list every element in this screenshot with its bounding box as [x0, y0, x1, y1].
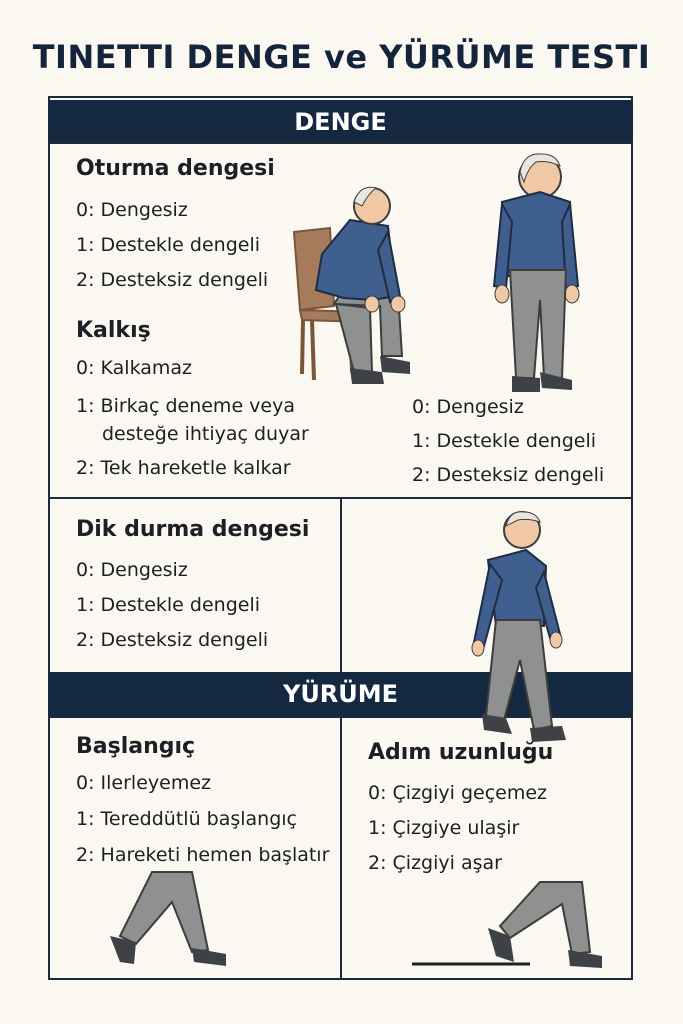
oturma-title: Oturma dengesi — [76, 156, 275, 181]
legs-illustration-start — [110, 872, 226, 966]
adim-item: 1: Çizgiye ulaşir — [368, 817, 520, 839]
adim-title: Adım uzunluğu — [368, 740, 554, 765]
page-title: TINETTI DENGE ve YÜRÜME TESTI — [32, 38, 651, 76]
oturma-item: 1: Destekle dengeli — [76, 234, 260, 256]
dik-durma-title: Dik durma dengesi — [76, 517, 310, 542]
dik-durma-item: 2: Desteksiz dengeli — [76, 629, 269, 651]
adim-item: 0: Çizgiyi geçemez — [368, 782, 548, 804]
legs-illustration-step — [412, 882, 602, 968]
baslangic-title: Başlangıç — [76, 734, 196, 759]
baslangic-item: 0: Ilerleyemez — [76, 772, 211, 794]
dik-durma-item: 1: Destekle dengeli — [76, 594, 260, 616]
ayakta-item: 1: Destekle dengeli — [412, 430, 596, 452]
dik-durma-item: 0: Dengesiz — [76, 559, 188, 581]
walking-person-illustration — [472, 512, 566, 742]
baslangic-item: 2: Hareketi hemen başlatır — [76, 844, 330, 866]
section-header-denge: DENGE — [48, 100, 633, 144]
kalkis-title: Kalkış — [76, 318, 151, 343]
section-header-yurume: YÜRÜME — [48, 672, 633, 716]
standing-person-illustration — [494, 154, 579, 392]
oturma-item: 0: Dengesiz — [76, 199, 188, 221]
kalkis-item-continued: desteğe ihtiyaç duyar — [102, 423, 309, 445]
kalkis-item: 2: Tek hareketle kalkar — [76, 457, 291, 479]
ayakta-item: 0: Dengesiz — [412, 396, 524, 418]
adim-item: 2: Çizgiyi aşar — [368, 852, 502, 874]
kalkis-item: 1: Birkaç deneme veya — [76, 395, 295, 417]
oturma-item: 2: Desteksiz dengeli — [76, 269, 269, 291]
kalkis-item: 0: Kalkamaz — [76, 357, 193, 379]
sitting-person-illustration — [294, 187, 410, 384]
baslangic-item: 1: Tereddütlü başlangıç — [76, 808, 298, 830]
ayakta-item: 2: Desteksiz dengeli — [412, 464, 605, 486]
